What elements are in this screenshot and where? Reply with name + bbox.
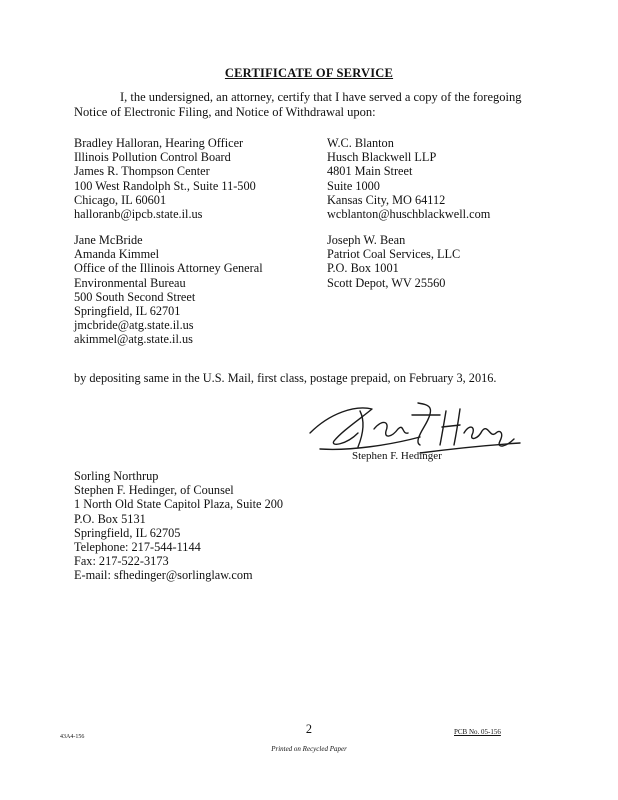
recycled-paper-note: Printed on Recycled Paper <box>271 745 347 753</box>
address-line: P.O. Box 1001 <box>327 261 399 276</box>
fax-line: Fax: 217-522-3173 <box>74 554 169 569</box>
email-line: wcblanton@huschblackwell.com <box>327 207 491 222</box>
address-line: Springfield, IL 62701 <box>74 304 181 319</box>
address-line: Husch Blackwell LLP <box>327 150 437 165</box>
phone-line: Telephone: 217-544-1144 <box>74 540 201 555</box>
address-line: Suite 1000 <box>327 178 380 193</box>
address-line: 100 West Randolph St., Suite 11-500 <box>74 178 256 193</box>
recipient-halloran <box>74 136 256 221</box>
recipient-bean <box>327 233 460 290</box>
address-line: Joseph W. Bean <box>327 233 406 247</box>
case-number: PCB No. 05-156 <box>454 728 501 736</box>
address-line: James R. Thompson Center <box>74 164 210 179</box>
address-line: 1 North Old State Capitol Plaza, Suite 200 <box>74 497 284 512</box>
address-line: Amanda Kimmel <box>74 247 160 262</box>
address-line: Illinois Pollution Control Board <box>74 150 231 165</box>
intro-text: I, the undersigned, an attorney, certify that I have served a copy of the foregoing Notice of Electronic Filing, and Notice of Withdrawal upon: <box>74 90 522 119</box>
signatory-name: Stephen F. Hedinger <box>352 450 442 462</box>
address-line: Patriot Coal Services, LLC <box>327 247 461 262</box>
address-line: Sorling Northrup <box>74 469 159 483</box>
address-line: Jane McBride <box>74 233 143 247</box>
email-line: E-mail: sfhedinger@sorlinglaw.com <box>74 568 253 583</box>
address-line: Chicago, IL 60601 <box>74 192 167 207</box>
deposit-statement: by depositing same in the U.S. Mail, first class, postage prepaid, on February 3, 2016. <box>74 371 497 385</box>
document-title: CERTIFICATE OF SERVICE <box>224 66 394 80</box>
email-line: akimmel@atg.state.il.us <box>74 332 193 347</box>
email-line: jmcbride@atg.state.il.us <box>74 318 194 333</box>
address-line: 4801 Main Street <box>327 164 413 179</box>
recipient-mcbride <box>74 233 263 347</box>
address-line: Scott Depot, WV 25560 <box>327 275 446 290</box>
sorling-address-block <box>74 469 283 583</box>
address-line: Stephen F. Hedinger, of Counsel <box>74 483 234 498</box>
address-line: W.C. Blanton <box>327 136 394 150</box>
address-line: Environmental Bureau <box>74 275 186 290</box>
intro-paragraph <box>74 90 554 120</box>
address-line: 500 South Second Street <box>74 289 196 304</box>
address-line: Office of the Illinois Attorney General <box>74 261 263 276</box>
address-line: P.O. Box 5131 <box>74 511 146 526</box>
address-line: Springfield, IL 62705 <box>74 525 181 540</box>
page-number: 2 <box>305 722 313 736</box>
footer-code: 43A4-156 <box>60 734 85 740</box>
email-line: halloranb@ipcb.state.il.us <box>74 207 203 222</box>
address-line: Kansas City, MO 64112 <box>327 192 446 207</box>
recipient-blanton <box>327 136 490 221</box>
address-line: Bradley Halloran, Hearing Officer <box>74 136 244 150</box>
